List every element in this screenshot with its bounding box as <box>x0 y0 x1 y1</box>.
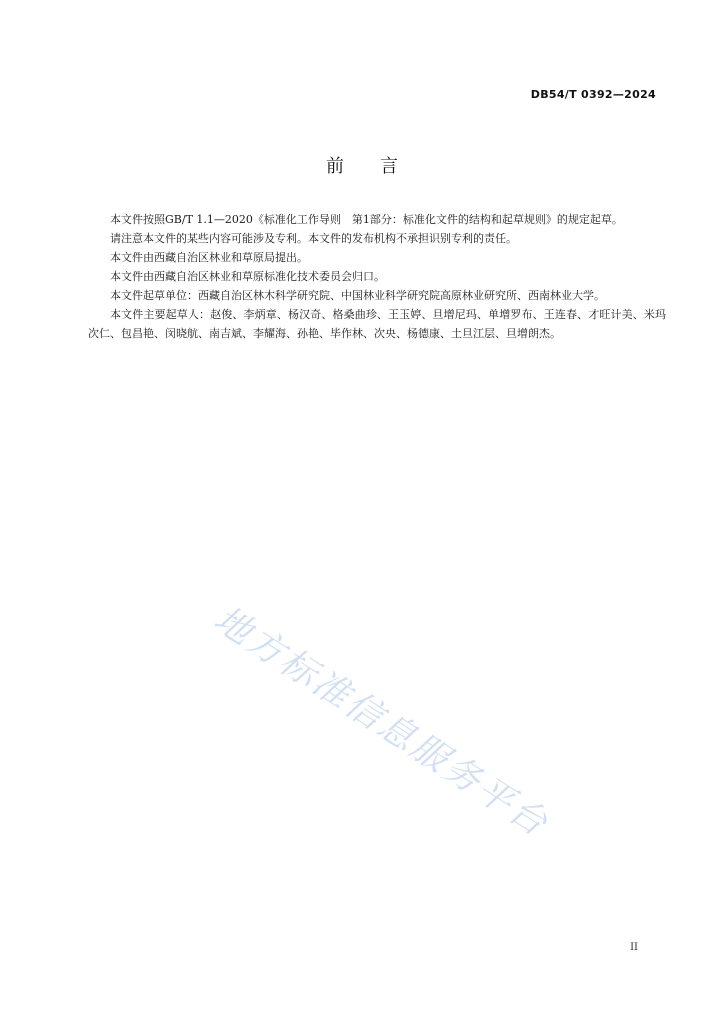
page-title: 前言 <box>326 156 434 177</box>
paragraph-proposer: 本文件由西藏自治区林业和草原局提出。 <box>110 251 308 264</box>
paragraph-technical-committee: 本文件由西藏自治区林业和草原标准化技术委员会归口。 <box>110 270 385 283</box>
document-body <box>88 210 666 343</box>
paragraph-drafting-units: 本文件起草单位：西藏自治区林木科学研究院、中国林业科学研究院高原林业研究所、西南林业大学。 <box>110 289 605 302</box>
watermark: 地方标准信息服务平台 <box>206 598 557 846</box>
paragraph-patent-notice: 请注意本文件的某些内容可能涉及专利。本文件的发布机构不承担识别专利的责任。 <box>110 232 517 245</box>
paragraph-drafting-rules: 本文件按照GB/T 1.1—2020《标准化工作导则 第1部分：标准化文件的结构和起草规则》的规定起草。 <box>110 213 623 226</box>
paragraph-drafters: 本文件主要起草人：赵俊、李炳章、杨汉奇、格桑曲珍、王玉婷、旦增尼玛、单增罗布、王连春、才旺计美、米玛次仁、包昌艳、闵晓航、南吉斌、李耀海、孙艳、毕作林、次央、杨德康、土旦江层、旦增朗杰。 <box>88 308 666 340</box>
page-number: II <box>630 942 638 953</box>
document-code: DB54/T 0392—2024 <box>530 88 656 101</box>
